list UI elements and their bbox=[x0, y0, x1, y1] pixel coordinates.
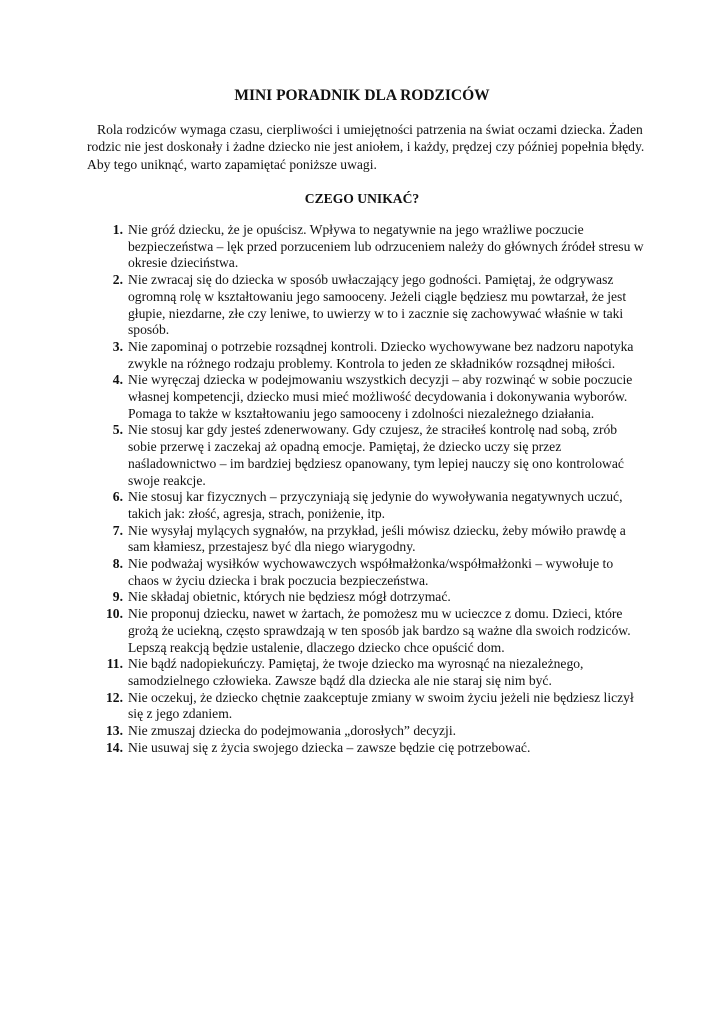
list-item bbox=[87, 606, 647, 656]
list-item bbox=[87, 339, 647, 372]
item-number: 7. bbox=[112, 522, 123, 538]
item-number: 6. bbox=[112, 489, 123, 505]
item-number: 3. bbox=[112, 338, 123, 354]
item-number: 12. bbox=[106, 689, 123, 705]
list-item bbox=[87, 740, 647, 757]
item-number: 14. bbox=[106, 739, 123, 755]
list-item bbox=[87, 656, 647, 689]
item-number: 8. bbox=[112, 556, 123, 572]
item-text: Nie usuwaj się z życia swojego dziecka – zawsze będzie cię potrzebować. bbox=[128, 739, 531, 755]
item-text: Nie zwracaj się do dziecka w sposób uwłaczający jego godności. Pamiętaj, że odgrywasz ogromną rolę w kształtowaniu jego samooceny. Jeżeli ciągle będziesz mu powtarzał, że jest głupie, niezdarne, złe czy leniwe, to uwierzy w to i zacznie się zachowywać właśnie w taki sposób. bbox=[128, 272, 627, 338]
item-text: Nie składaj obietnic, których nie będziesz mógł dotrzymać. bbox=[128, 589, 451, 605]
item-text: Nie oczekuj, że dziecko chętnie zaakceptuje zmiany w swoim życiu jeżeli nie będziesz liczył się z jego zdaniem. bbox=[128, 689, 634, 722]
list-item bbox=[87, 523, 647, 556]
item-text: Nie bądź nadopiekuńczy. Pamiętaj, że twoje dziecko ma wyrosnąć na niezależnego, samodzielnego człowieka. Zawsze bądź dla dziecka ale nie staraj się nim być. bbox=[128, 656, 584, 688]
item-text: Nie wysyłaj mylących sygnałów, na przykład, jeśli mówisz dziecku, żeby mówiło prawdę a sam kłamiesz, przestajesz być dla niego wiarygodny. bbox=[128, 522, 626, 555]
item-number: 13. bbox=[106, 723, 123, 739]
item-number: 5. bbox=[112, 422, 123, 438]
list-item bbox=[87, 556, 647, 589]
item-number: 2. bbox=[112, 272, 123, 288]
list-item bbox=[87, 489, 647, 522]
item-text: Nie gróź dziecku, że je opuścisz. Wpływa to negatywnie na jego wrażliwe poczucie bezpieczeństwa – lęk przed porzuceniem lub odrzuceniem należy do głównych źródeł stresu w okresie dzieciństwa. bbox=[128, 222, 644, 271]
item-text: Nie proponuj dziecku, nawet w żartach, że pomożesz mu w ucieczce z domu. Dzieci, które grożą że uciekną, często sprawdzają w ten sposób jak bardzo są ważne dla swoich rodziców. Lepszą reakcją będzie ustalenie, dlaczego dziecko chce opuścić dom. bbox=[128, 606, 631, 655]
item-text: Nie zapominaj o potrzebie rozsądnej kontroli. Dziecko wychowywane bez nadzoru napotyka zwykle na różnego rodzaju problemy. Kontrola to jeden ze składników rozsądnej miłości. bbox=[128, 338, 634, 371]
list-item bbox=[87, 422, 647, 489]
list-item bbox=[87, 723, 647, 740]
list-item bbox=[87, 222, 647, 272]
item-text: Nie stosuj kar fizycznych – przyczyniają się jedynie do wywoływania negatywnych uczuć, takich jak: złość, agresja, strach, poniżenie, itp. bbox=[128, 489, 623, 521]
item-text: Nie wyręczaj dziecka w podejmowaniu wszystkich decyzji – aby rozwinąć w sobie poczucie własnej kompetencji, dziecko musi mieć możliwość decydowania i dokonywania wyborów. Pomaga to także w kształtowaniu jego samooceny i zdolności niezależnego działania. bbox=[128, 372, 633, 421]
item-text: Nie zmuszaj dziecka do podejmowania „dorosłych” decyzji. bbox=[128, 723, 457, 739]
item-text: Nie stosuj kar gdy jesteś zdenerwowany. Gdy czujesz, że straciłeś kontrolę nad sobą, zrób sobie przerwę i zaczekaj aż opadną emocje. Pamiętaj, że dziecko uczy się przez naśladownictwo – im bardziej będziesz opanowany, tym lepiej nauczy się ono kontrolować swoje reakcje. bbox=[128, 422, 624, 488]
item-number: 9. bbox=[112, 589, 123, 605]
item-number: 11. bbox=[106, 656, 123, 672]
item-text: Nie podważaj wysiłków wychowawczych współmałżonka/współmałżonki – wywołuje to chaos w życiu dziecka i brak poczucia bezpieczeństwa. bbox=[128, 556, 614, 588]
list-item bbox=[87, 690, 647, 723]
list-item bbox=[87, 272, 647, 339]
intro-paragraph: Rola rodziców wymaga czasu, cierpliwości i umiejętności patrzenia na świat oczami dziecka. Żaden rodzic nie jest doskonały i żadne dziecko nie jest aniołem, i każdy, prędzej czy później popełnia błędy. Aby tego uniknąć, warto zapamiętać poniższe uwagi. bbox=[87, 122, 645, 172]
item-number: 10. bbox=[106, 606, 123, 622]
item-number: 1. bbox=[112, 222, 123, 237]
list-item bbox=[87, 372, 647, 422]
page-title: MINI PORADNIK DLA RODZICÓW bbox=[234, 87, 490, 104]
advice-list bbox=[87, 222, 647, 757]
section-title: CZEGO UNIKAĆ? bbox=[304, 191, 420, 206]
item-number: 4. bbox=[112, 372, 123, 388]
list-item bbox=[87, 589, 647, 606]
